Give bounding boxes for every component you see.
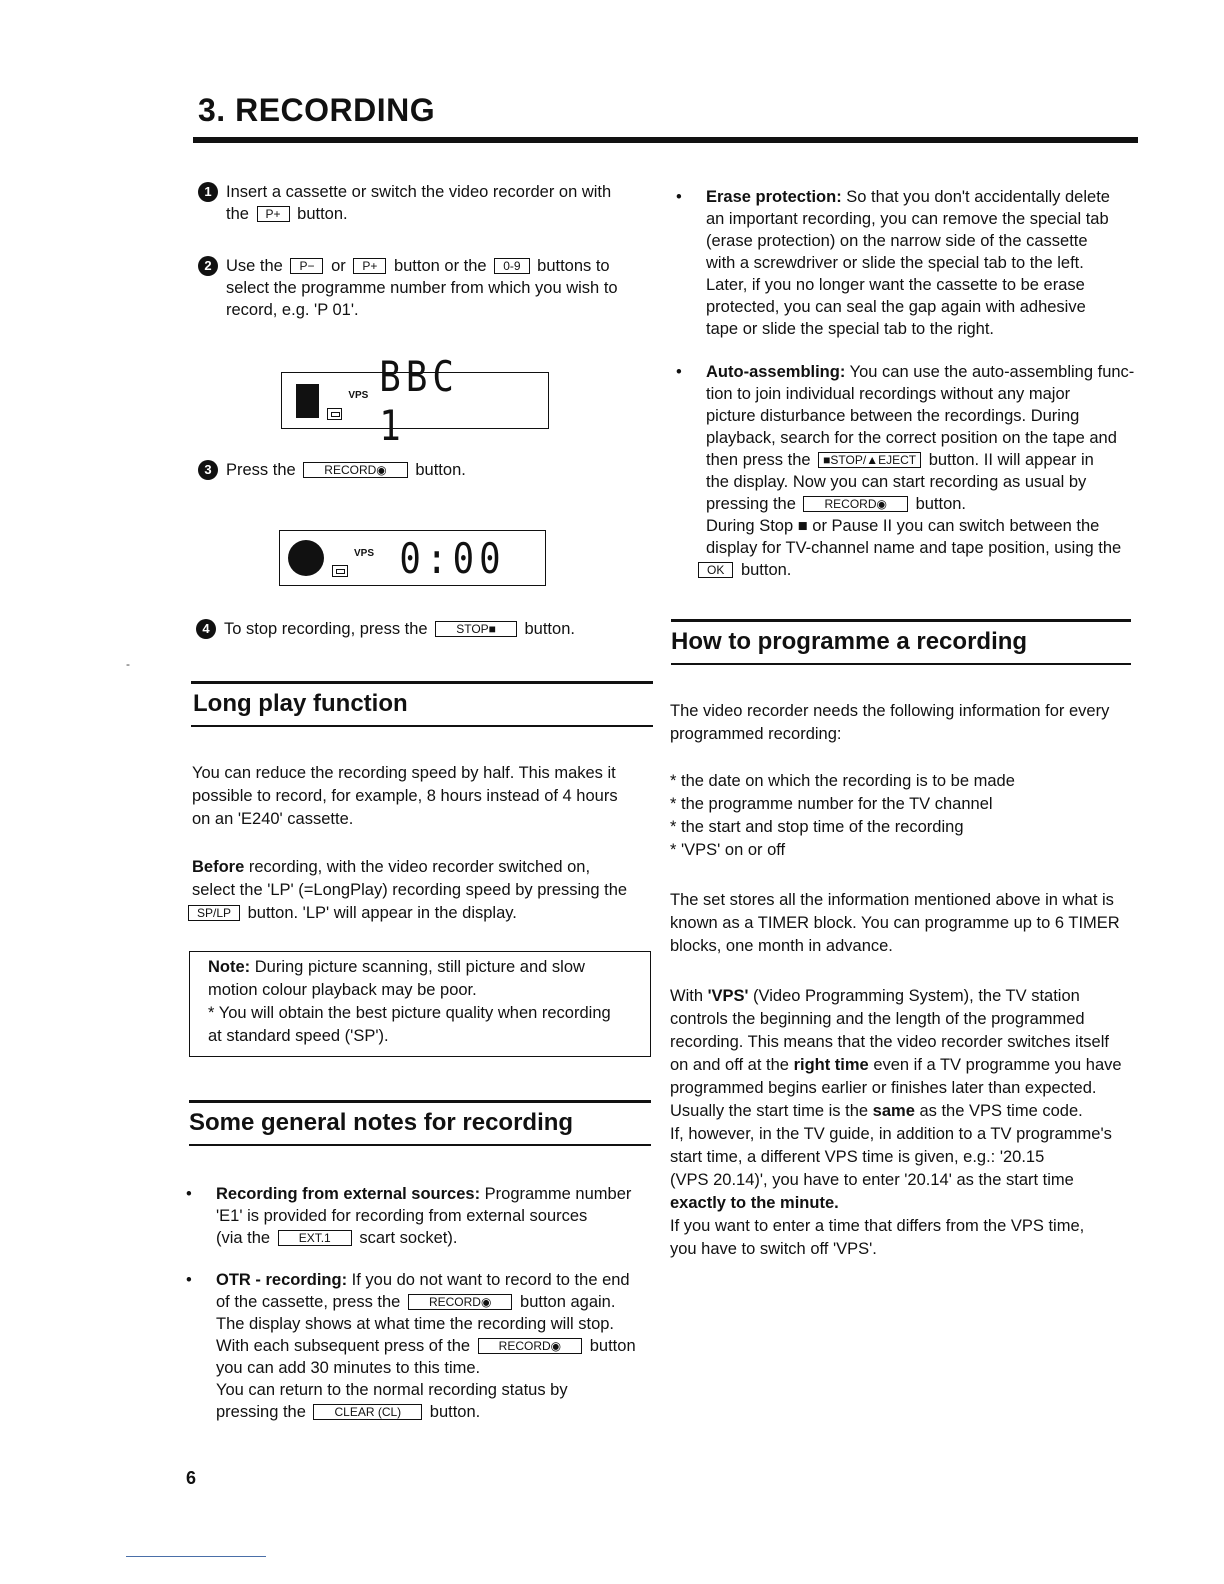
erase-l2: an important recording, you can remove the special tab — [706, 210, 1109, 228]
lp-p2-bold: Before — [192, 858, 245, 876]
note-l3: * You will obtain the best picture quality when recording — [208, 1004, 611, 1022]
auto-bold: Auto-assembling: — [706, 363, 846, 381]
step-3-pre: Press the — [226, 461, 296, 479]
note-l1: During picture scanning, still picture and slow — [250, 958, 585, 976]
display-counter — [279, 530, 546, 586]
lp-p2-l1: recording, with the video recorder switched on, — [244, 858, 591, 876]
otr-l6: You can return to the normal recording status by — [216, 1381, 568, 1399]
prog-p3-l3: recording. This means that the video recorder switches itself — [670, 1033, 1109, 1051]
p-plus-key: P+ — [257, 206, 290, 222]
otr-bold: OTR - recording: — [216, 1271, 348, 1289]
title-rule — [193, 137, 1138, 143]
step-number: 4 — [196, 619, 216, 639]
prog-p1-l1: The video recorder needs the following information for every — [670, 702, 1110, 720]
note-l2: motion colour playback may be poor. — [208, 981, 477, 999]
auto-l7-pre: pressing the — [706, 495, 796, 513]
prog-p3-l4-pre: on and off at the — [670, 1056, 794, 1074]
otr-l4-pre: With each subsequent press of the — [216, 1337, 471, 1355]
step-4-pre: To stop recording, press the — [224, 620, 428, 638]
general-notes-body — [186, 1183, 648, 1423]
otr-l1: If you do not want to record to the end — [347, 1271, 630, 1289]
p-plus-key: P+ — [353, 258, 386, 274]
display-bbc1 — [281, 351, 549, 450]
auto-l7-post: button. — [915, 495, 967, 513]
auto-l3: picture disturbance between the recordings. During — [706, 407, 1080, 425]
step-number: 1 — [198, 182, 218, 202]
cassette-icon — [332, 565, 348, 577]
section-rule — [191, 725, 653, 727]
record-key: RECORD◉ — [478, 1338, 582, 1354]
step-3-post: button. — [415, 461, 466, 479]
prog-p3-l6-pre: Usually the start time is the — [670, 1102, 873, 1120]
auto-l10-post: button. — [740, 561, 792, 579]
stray-mark: - — [126, 657, 130, 671]
otr-l5: you can add 30 minutes to this time. — [216, 1359, 481, 1377]
lp-p1-l3: on an 'E240' cassette. — [192, 810, 354, 828]
bullet-otr: • OTR - recording: If you do not want to record to the end of the cassette, press the RECORD◉ button again. The display shows at what time the recording will stop. With each subsequent press of the RECORD◉ button you can add 30 minutes to this time. You can return to the normal recording status by pressing the CLEAR (CL) button. — [186, 1271, 636, 1421]
step-2-post: buttons to — [537, 257, 610, 275]
prog-p3-l1-post: (Video Programming System), the TV station — [748, 987, 1080, 1005]
list-item: * the date on which the recording is to be made — [670, 772, 1015, 790]
counter-readout: 0:00 — [399, 533, 506, 583]
auto-l4: playback, search for the correct position on the tape and — [706, 429, 1117, 447]
prog-p3-l4-bold: right time — [793, 1056, 869, 1074]
ext1-key: EXT.1 — [278, 1230, 352, 1246]
list-item: * the programme number for the TV channel — [670, 795, 993, 813]
page-number: 6 — [186, 1468, 197, 1488]
lp-p2-l2: select the 'LP' (=LongPlay) recording speed by pressing the — [192, 881, 628, 899]
prog-p3-l4-post: even if a TV programme you have — [868, 1056, 1122, 1074]
prog-p2-l1: The set stores all the information mentioned above in what is — [670, 891, 1114, 909]
auto-l2: tion to join individual recordings without any major — [706, 385, 1071, 403]
programme-heading: How to programme a recording — [671, 628, 1028, 655]
prog-p3-l1-pre: With — [670, 987, 708, 1005]
auto-l5-pre: then press the — [706, 451, 811, 469]
ext-bold: Recording from external sources: — [216, 1185, 481, 1203]
prog-p3-l6-bold: same — [872, 1102, 915, 1120]
prog-p3-l2: controls the beginning and the length of the programmed — [670, 1010, 1085, 1028]
step-3 — [198, 459, 648, 481]
auto-l5-post: button. II will appear in — [928, 451, 1094, 469]
stop-key: STOP■ — [435, 621, 517, 637]
erase-l4: with a screwdriver or slide the special tab to the left. — [706, 254, 1084, 272]
step-4-post: button. — [524, 620, 575, 638]
step-number: 2 — [198, 256, 218, 276]
cassette-icon — [327, 408, 342, 420]
otr-l7-post: button. — [429, 1403, 481, 1421]
ok-key: OK — [698, 562, 733, 578]
erase-bold: Erase protection: — [706, 188, 842, 206]
ext-l3-pre: (via the — [216, 1229, 271, 1247]
step-1 — [198, 181, 648, 225]
programme-body — [670, 700, 1136, 1261]
prog-p3-l5: programmed begins earlier or finishes later than expected. — [670, 1079, 1097, 1097]
erase-protection: • Erase protection: So that you don't accidentally delete an important recording, you can remove the special tab (erase protection) on the narrow side of the cassette with a screwdriver or slide the special tab to the left. Later, if you no longer want the cassette to be erase protected, you can seal the gap again with adhesive tape or slide the special tab to the right. — [676, 188, 1110, 338]
prog-p1-l2: programmed recording: — [670, 725, 842, 743]
record-key: RECORD◉ — [803, 496, 907, 512]
erase-l6: protected, you can seal the gap again with adhesive — [706, 298, 1086, 316]
erase-l3: (erase protection) on the narrow side of the cassette — [706, 232, 1088, 250]
channel-readout: BBC 1 — [379, 351, 460, 450]
step-number: 3 — [198, 460, 218, 480]
erase-l1: So that you don't accidentally delete — [841, 188, 1110, 206]
lp-p1-l1: You can reduce the recording speed by half. This makes it — [192, 764, 616, 782]
step-2-pre: Use the — [226, 257, 283, 275]
note-label: Note: — [208, 958, 251, 976]
sp-lp-key: SP/LP — [188, 905, 240, 921]
prog-p3-l8: start time, a different VPS time is given, e.g.: '20.15 — [670, 1148, 1045, 1166]
otr-l3: The display shows at what time the recording will stop. — [216, 1315, 615, 1333]
section-rule — [191, 681, 653, 684]
section-rule — [189, 1100, 651, 1103]
step-2-mid: button or the — [393, 257, 487, 275]
otr-l7-pre: pressing the — [216, 1403, 306, 1421]
list-item: * the start and stop time of the recording — [670, 818, 964, 836]
lp-p1-l2: possible to record, for example, 8 hours instead of 4 hours — [192, 787, 618, 805]
erase-l5: Later, if you no longer want the cassette to be erase — [706, 276, 1085, 294]
step-2-or: or — [331, 257, 346, 275]
section-rule — [671, 663, 1131, 665]
step-2-line2: select the programme number from which you wish to — [226, 279, 618, 297]
step-4 — [196, 618, 646, 640]
general-notes-heading: Some general notes for recording — [189, 1109, 574, 1136]
footer-line — [126, 1556, 266, 1557]
ext-l2: 'E1' is provided for recording from external sources — [216, 1207, 588, 1225]
note-box — [189, 951, 651, 1057]
record-dot-icon — [288, 540, 324, 576]
lp-p2-l3: button. 'LP' will appear in the display. — [247, 904, 517, 922]
erase-l7: tape or slide the special tab to the right. — [706, 320, 995, 338]
prog-p3-l7: If, however, in the TV guide, in addition to a TV programme's — [670, 1125, 1112, 1143]
long-play-heading: Long play function — [193, 690, 408, 717]
prog-p3-l12: you have to switch off 'VPS'. — [670, 1240, 877, 1258]
long-play-body — [192, 762, 647, 925]
step-1-pre: the — [226, 205, 249, 223]
otr-l2-post: button again. — [520, 1293, 616, 1311]
auto-l6: the display. Now you can start recording as usual by — [706, 473, 1087, 491]
stop-square-icon — [296, 384, 319, 418]
step-2 — [198, 255, 648, 321]
note-l4: at standard speed ('SP'). — [208, 1027, 389, 1045]
auto-l8: During Stop ■ or Pause II you can switch between the — [706, 517, 1100, 535]
prog-p3-l10: exactly to the minute. — [670, 1194, 839, 1212]
prog-p3-l11: If you want to enter a time that differs from the VPS time, — [670, 1217, 1085, 1235]
otr-l4-post: button — [589, 1337, 636, 1355]
otr-l2-pre: of the cassette, press the — [216, 1293, 401, 1311]
vps-indicator: VPS — [348, 390, 369, 401]
section-rule — [189, 1144, 651, 1146]
prog-p3-l9: (VPS 20.14)', you have to enter '20.14' as the start time — [670, 1171, 1074, 1189]
ext-l3-post: scart socket). — [359, 1229, 458, 1247]
auto-l1: You can use the auto-assembling func- — [845, 363, 1135, 381]
step-1-text: Insert a cassette or switch the video recorder on with — [226, 183, 612, 201]
stop-eject-key: ■STOP/▲EJECT — [818, 452, 921, 468]
prog-p3-l1-bold: 'VPS' — [707, 987, 749, 1005]
page-title: 3. RECORDING — [198, 92, 436, 128]
prog-p3-l6-post: as the VPS time code. — [914, 1102, 1083, 1120]
prog-p2-l2: known as a TIMER block. You can programme up to 6 TIMER — [670, 914, 1120, 932]
list-item: * 'VPS' on or off — [670, 841, 786, 859]
requirements-list — [670, 770, 1136, 862]
record-key: RECORD◉ — [408, 1294, 512, 1310]
vps-indicator: VPS — [354, 547, 375, 559]
auto-l9: display for TV-channel name and tape position, using the — [706, 539, 1122, 557]
record-key: RECORD◉ — [303, 462, 407, 478]
section-rule — [671, 619, 1131, 622]
auto-assembling: • Auto-assembling: You can use the auto-assembling func- tion to join individual recordings without any major picture disturbance between the recordings. During playback, search for the correct position on the tape and then press the ■STOP/▲EJECT button. II will appear in the display. Now you can start recording as usual by pressing the RECORD◉ button. During Stop ■ or Pause II you can switch between the display for TV-channel name and tape position, using the OK button. — [676, 363, 1135, 579]
step-2-line3: record, e.g. 'P 01'. — [226, 301, 359, 319]
clear-key: CLEAR (CL) — [313, 1404, 422, 1420]
digit-keys: 0-9 — [494, 258, 529, 274]
step-1-post: button. — [297, 205, 348, 223]
ext-l1: Programme number — [480, 1185, 632, 1203]
prog-p2-l3: blocks, one month in advance. — [670, 937, 893, 955]
bullet-external: • Recording from external sources: Programme number 'E1' is provided for recording from external sources (via the EXT.1 scart socket). — [186, 1185, 632, 1247]
p-minus-key: P− — [290, 258, 323, 274]
